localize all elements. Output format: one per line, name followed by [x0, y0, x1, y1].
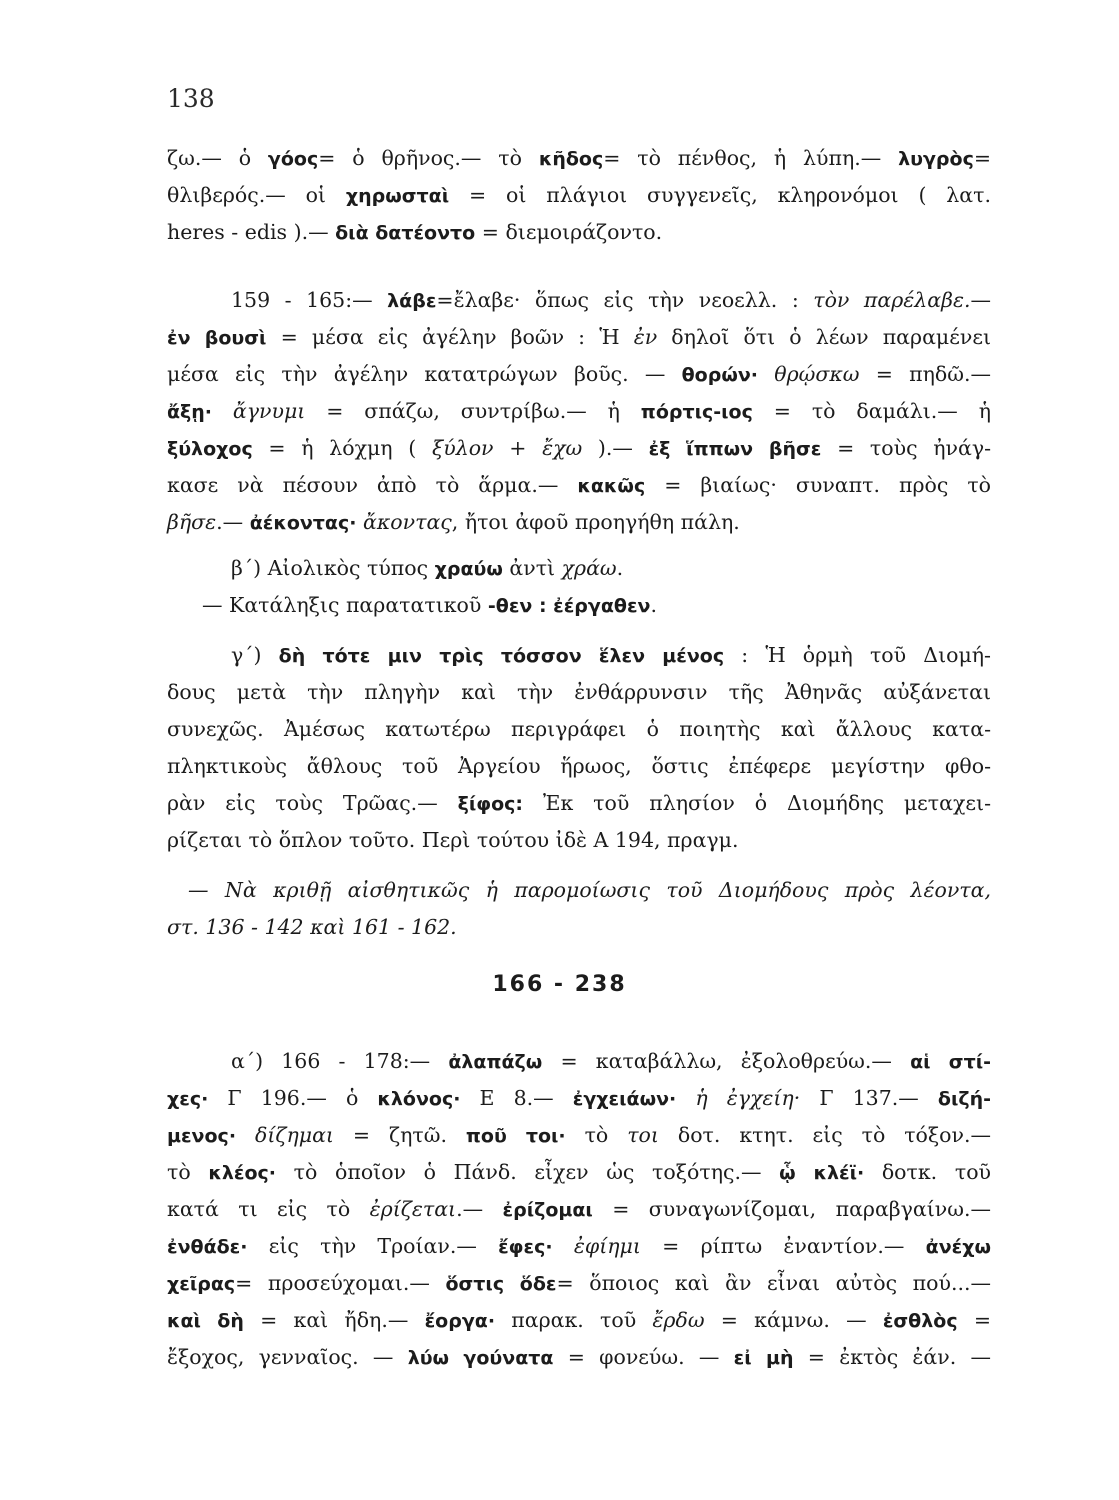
italic-term: θρῴσκω — [774, 362, 860, 386]
text-line — [167, 1194, 991, 1225]
text-run: = καὶ ἤδη.— — [243, 1308, 425, 1332]
text-line — [167, 1342, 991, 1373]
text-line — [167, 751, 991, 781]
italic-term: βῆσε — [167, 510, 217, 534]
text-line — [231, 285, 991, 316]
text-run: = — [973, 146, 992, 170]
text-line — [167, 1157, 991, 1188]
bold-term: ἔφες· — [498, 1236, 553, 1258]
bold-term: -θεν : ἐέργαθεν — [487, 595, 651, 617]
text-run: ρίζεται τὸ ὅπλον τοῦτο. Περὶ τούτου ἰδὲ Α 194, πραγμ. — [167, 828, 739, 852]
text-run: = τὸ δαμάλι.— ἡ — [752, 399, 991, 423]
text-run: ρὰν εἰς τοὺς Τρῶας.— — [167, 791, 458, 815]
bold-term: μενος· — [167, 1125, 237, 1147]
text-run: = ἐκτὸς ἐάν. — — [793, 1345, 992, 1369]
text-run — [758, 362, 774, 386]
text-run: δοτ. κτητ. εἰς τὸ τόξον.— — [658, 1123, 991, 1147]
bold-term: θορών· — [681, 364, 759, 386]
text-run: = κάμνω. — — [704, 1308, 883, 1332]
bold-term: ὅστις ὅδε — [445, 1273, 557, 1295]
italic-term: — Νὰ κριθῇ αἰσθητικῶς ἡ παρομοίωσις τοῦ Διομήδους πρὸς λέοντα, — [188, 878, 991, 902]
bold-term: αἱ στί- — [910, 1051, 991, 1073]
text-run: = ζητῶ. — [333, 1123, 466, 1147]
bold-term: ἐσθλὸς — [882, 1310, 958, 1332]
text-run: = πηδῶ.— — [859, 362, 991, 386]
text-run: . — [616, 556, 624, 580]
text-run — [212, 399, 233, 423]
text-line — [167, 714, 991, 744]
bold-term: εἰ μὴ — [733, 1347, 794, 1369]
bold-term: ἀνέχω — [925, 1236, 991, 1258]
text-run: 159 - 165:— — [231, 288, 388, 312]
text-run: Γ 137.— — [800, 1086, 938, 1110]
italic-term: στ. 136 - 142 καὶ 161 - 162. — [167, 915, 457, 939]
text-line — [167, 1268, 991, 1299]
italic-term: ἐν — [633, 325, 658, 349]
text-run: α΄) 166 - 178:— — [231, 1049, 449, 1073]
text-run: =ἔλαβε· ὅπως εἰς τὴν νεοελλ. : — [436, 288, 814, 312]
italic-term: ξύλον + ἔχω — [431, 436, 583, 460]
bold-term: κῆδος — [538, 148, 604, 170]
bold-term: ἐρίζομαι — [502, 1199, 593, 1221]
text-line — [167, 912, 991, 942]
text-run: = βιαίως· συναπτ. πρὸς τὸ — [645, 473, 991, 497]
text-line — [167, 217, 991, 248]
text-run — [236, 1123, 255, 1147]
italic-term: ἡ ἐγχείη· — [695, 1086, 801, 1110]
bold-term: καὶ δὴ — [167, 1310, 244, 1332]
text-run: δηλοῖ ὅτι ὁ λέων παραμένει — [657, 325, 991, 349]
text-run: ἔξοχος, γενναῖος. — — [167, 1345, 408, 1369]
italic-term: τὸν παρέλαβε. — [813, 288, 971, 312]
text-line — [188, 875, 991, 905]
text-run: Ε 8.— — [460, 1086, 573, 1110]
text-run: = ὁ θρῆνος.— τὸ — [318, 146, 539, 170]
bold-term: ξύλοχος — [167, 438, 253, 460]
italic-term: ἐρίζεται — [369, 1197, 457, 1221]
bold-term: χεῖρας — [167, 1273, 236, 1295]
bold-term: λάβε — [387, 290, 437, 312]
text-run: πληκτικοὺς ἄθλους τοῦ Ἀργείου ἥρωος, ὅστις ἐπέφερε μεγίστην φθο- — [167, 754, 991, 778]
italic-term: ἄκοντας — [363, 510, 452, 534]
bold-term: χες· — [167, 1088, 209, 1110]
text-line — [231, 553, 991, 584]
text-run: = καταβάλλω, ἐξολοθρεύω.— — [542, 1049, 911, 1073]
bold-term: ἀλαπάζω — [448, 1051, 543, 1073]
bold-term: γόος — [267, 148, 319, 170]
section-title: 166 - 238 — [492, 972, 627, 997]
text-run: δοτκ. τοῦ — [864, 1160, 991, 1184]
text-run: = προσεύχομαι.— — [235, 1271, 446, 1295]
text-run: = φονεύω. — — [553, 1345, 734, 1369]
text-run: τὸ — [565, 1123, 628, 1147]
text-line — [202, 590, 991, 621]
text-line — [167, 507, 991, 538]
italic-term: τοι — [627, 1123, 659, 1147]
bold-term: λύω γούνατα — [407, 1347, 554, 1369]
text-run: συνεχῶς. Ἀμέσως κατωτέρω περιγράφει ὁ ποιητὴς καὶ ἄλλους κατα- — [167, 717, 991, 741]
text-run: = σπάζω, συντρίβω.— ἡ — [305, 399, 641, 423]
page-number: 138 — [167, 84, 215, 113]
bold-term: ξίφος: — [457, 793, 524, 815]
text-line — [167, 677, 991, 707]
bold-term: ἐν βουσὶ — [167, 327, 267, 349]
text-run: μέσα εἰς τὴν ἀγέλην κατατρώγων βοῦς. — — [167, 362, 682, 386]
text-line — [231, 640, 991, 671]
text-run: = ρίπτω ἐναντίον.— — [640, 1234, 926, 1258]
bold-term: ἄξῃ· — [167, 401, 213, 423]
text-run: .— — [456, 1197, 503, 1221]
text-run: — Κατάληξις παρατατικοῦ — [202, 593, 488, 617]
italic-term: ἐφίημι — [573, 1234, 641, 1258]
text-run: = οἱ πλάγιοι συγγενεῖς, κληρονόμοι ( λατ. — [449, 183, 991, 207]
text-run: heres - edis ).— — [167, 220, 336, 244]
text-run: τὸ — [167, 1160, 209, 1184]
text-run: = ἡ λόχμη ( — [252, 436, 432, 460]
text-line — [167, 470, 991, 501]
bold-term: ἀέκοντας· — [249, 512, 357, 534]
bold-term: χηρωσταὶ — [345, 185, 450, 207]
text-run: = συναγωνίζομαι, παραβγαίνω.— — [592, 1197, 991, 1221]
text-run: δους μετὰ τὴν πληγὴν καὶ τὴν ἐνθάρρυνσιν τῆς Ἀθηνᾶς αὐξάνεται — [167, 680, 991, 704]
text-line — [167, 396, 991, 427]
bold-term: διὰ δατέοντο — [335, 222, 476, 244]
text-run: = — [957, 1308, 991, 1332]
text-run: = μέσα εἰς ἀγέλην βοῶν : Ἡ — [266, 325, 634, 349]
text-run: . — [650, 593, 658, 617]
text-run: β΄) Αἰολικὸς τύπος — [231, 556, 435, 580]
text-line — [167, 322, 991, 353]
bold-term: ποῦ τοι· — [465, 1125, 566, 1147]
text-run: κατά τι εἰς τὸ — [167, 1197, 370, 1221]
text-run: κασε νὰ πέσουν ἀπὸ τὸ ἅρμα.— — [167, 473, 578, 497]
text-line — [167, 433, 991, 464]
text-line — [167, 180, 991, 211]
bold-term: διζή- — [937, 1088, 991, 1110]
bold-term: κλέος· — [208, 1162, 276, 1184]
text-line — [167, 1305, 991, 1336]
italic-term: ἔρδω — [652, 1308, 705, 1332]
text-run: παρακ. τοῦ — [495, 1308, 653, 1332]
text-run: γ΄) — [231, 643, 279, 667]
text-run: = τοὺς ἠνάγ- — [821, 436, 992, 460]
text-run: : Ἡ ὁρμὴ τοῦ Διομή- — [724, 643, 991, 667]
italic-term: χράω — [561, 556, 617, 580]
bold-term: λυγρὸς — [898, 148, 974, 170]
bold-term: χραύω — [434, 558, 503, 580]
text-run — [676, 1086, 695, 1110]
text-line — [167, 825, 991, 855]
text-line — [231, 1046, 991, 1077]
text-line — [167, 1120, 991, 1151]
text-run: Γ 196.— ὁ — [208, 1086, 378, 1110]
text-run: = τὸ πένθος, ἡ λύπη.— — [603, 146, 899, 170]
bold-term: ἐνθάδε· — [167, 1236, 248, 1258]
italic-term: δίζημαι — [254, 1123, 334, 1147]
text-run: ).— — [582, 436, 649, 460]
text-run: .— — [216, 510, 250, 534]
text-line — [167, 1231, 991, 1262]
text-run: εἰς τὴν Τροίαν.— — [247, 1234, 499, 1258]
text-run: ζω.— ὁ — [167, 146, 268, 170]
text-run — [553, 1234, 574, 1258]
text-line — [167, 1083, 991, 1114]
text-run: , ἤτοι ἀφοῦ προηγήθη πάλη. — [451, 510, 740, 534]
bold-term: κακῶς — [577, 475, 646, 497]
text-run: = διεμοιράζοντο. — [475, 220, 663, 244]
bold-term: δὴ τότε μιν τρὶς τόσσον ἕλεν μένος — [278, 645, 725, 667]
text-run: = ὅποιος καὶ ἂν εἶναι αὐτὸς πού...— — [556, 1271, 991, 1295]
bold-term: ἔοργα· — [424, 1310, 496, 1332]
bold-term: κλόνος· — [377, 1088, 461, 1110]
bold-term: πόρτις-ιος — [640, 401, 753, 423]
text-line — [167, 788, 991, 819]
text-run: Ἐκ τοῦ πλησίον ὁ Διομήδης μεταχει- — [523, 791, 991, 815]
text-run: τὸ ὁποῖον ὁ Πάνδ. εἶχεν ὡς τοξότης.— — [276, 1160, 780, 1184]
text-run: — — [970, 288, 991, 312]
text-line — [167, 143, 991, 174]
bold-term: ἐξ ἵππων βῆσε — [648, 438, 822, 460]
bold-term: ἐγχειάων· — [572, 1088, 677, 1110]
bold-term: ᾧ κλέϊ· — [779, 1162, 865, 1184]
text-line — [167, 359, 991, 390]
text-run: θλιβερός.— οἱ — [167, 183, 346, 207]
text-run: ἀντὶ — [502, 556, 562, 580]
italic-term: ἄγνυμι — [232, 399, 306, 423]
